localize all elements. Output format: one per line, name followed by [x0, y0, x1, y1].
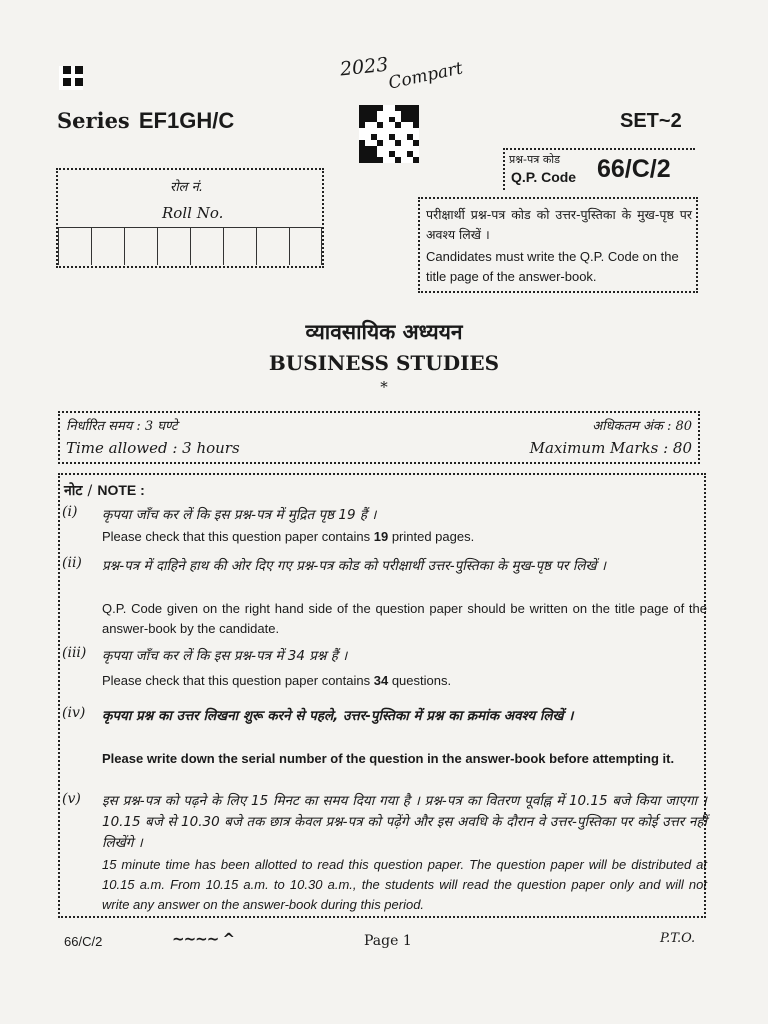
roll-number-cell[interactable] — [256, 227, 289, 265]
roll-number-cell[interactable] — [157, 227, 190, 265]
qr-module — [413, 157, 419, 163]
time-allowed-en: Time allowed : 3 hours — [66, 439, 240, 457]
notes-heading-hi: नोट — [64, 483, 83, 499]
footer-pto: P.T.O. — [660, 931, 696, 946]
title-marker: * — [380, 378, 388, 396]
qp-code-label-hi: प्रश्न-पत्र कोड — [509, 153, 561, 166]
footer-page-number: Page 1 — [364, 933, 412, 949]
note-number: (v) — [62, 791, 81, 807]
qr-module — [79, 86, 83, 90]
footer-code: 66/C/2 — [64, 934, 103, 949]
footer-marks: ~~~~ ^ — [172, 930, 235, 948]
max-marks-hi: अधिकतम अंक : 80 — [592, 419, 692, 434]
roll-number-cell[interactable] — [58, 227, 91, 265]
series-label: Series — [57, 108, 130, 133]
max-marks-en: Maximum Marks : 80 — [529, 439, 692, 457]
series-code: EF1GH/C — [138, 108, 235, 133]
roll-number-cell[interactable] — [91, 227, 124, 265]
qp-code-box — [503, 148, 695, 190]
note-number: (i) — [62, 504, 78, 520]
note-number: (iii) — [62, 645, 87, 661]
qr-code — [359, 105, 419, 163]
note-text-en: Please check that this question paper contains 19 printed pages. — [102, 529, 475, 544]
roll-number-cell[interactable] — [190, 227, 223, 265]
note-text-hi: इस प्रश्न-पत्र को पढ़ने के लिए 15 मिनट का समय दिया गया है । प्रश्न-पत्र का वितरण पूर्वाह्न में 10.15 बजे किया जाएगा । 10.15 बजे से 10.30 बजे तक छात्र केवल प्रश्न-पत्र को पढ़ेंगे और इस अवधि के दौरान वे उत्तर-पुस्तिका पर कोई उत्तर नहीं लिखेंगे । — [102, 793, 707, 851]
note-text-en: Q.P. Code given on the right hand side of the question paper should be written on the title page of the answer-book by the candidate. — [102, 601, 707, 636]
small-qr-code — [59, 66, 83, 90]
qp-code-value: 66/C/2 — [597, 155, 671, 183]
roll-number-label-hi: रोल नं. — [170, 180, 203, 195]
handwritten-year-note: 2023 — [338, 53, 390, 81]
note-text-hi: कृपया जाँच कर लें कि इस प्रश्न-पत्र में मुद्रित पृष्ठ 19 हैं । — [102, 507, 377, 523]
question-count: 34 — [373, 673, 389, 688]
note-text-en: Please write down the serial number of the question in the answer-book before attempting it. — [102, 751, 675, 766]
note-text-hi: कृपया प्रश्न का उत्तर लिखना शुरू करने से पहले, उत्तर-पुस्तिका में प्रश्न का क्रमांक अवश्य लिखें । — [102, 708, 574, 724]
note-text-hi: कृपया जाँच कर लें कि इस प्रश्न-पत्र में 34 प्रश्न हैं । — [102, 648, 348, 664]
note-text-en: 15 minute time has been allotted to read this question paper. The question paper will be distributed at 10.15 a.m. From 10.15 a.m. to 10.30 a.m., the students will read the question paper only and will not write any answer on the answer-book during this period. — [102, 857, 707, 912]
series-block — [57, 108, 234, 134]
qp-code-label-en: Q.P. Code — [511, 169, 577, 185]
roll-number-label-en: Roll No. — [162, 204, 224, 222]
candidate-instruction-hi: परीक्षार्थी प्रश्न-पत्र कोड को उत्तर-पुस्तिका के मुख-पृष्ठ पर अवश्य लिखें । — [426, 207, 692, 242]
roll-number-cell[interactable] — [124, 227, 157, 265]
time-allowed-hi: निर्धारित समय : 3 घण्टे — [66, 419, 178, 434]
notes-heading — [64, 480, 145, 500]
handwritten-compart-note: Compart — [386, 58, 465, 94]
subject-title-hi: व्यावसायिक अध्ययन — [305, 320, 463, 344]
note-number: (iv) — [62, 705, 86, 721]
notes-heading-en: NOTE : — [97, 482, 145, 498]
roll-number-cell[interactable] — [289, 227, 322, 265]
candidate-instruction-en: Candidates must write the Q.P. Code on the title page of the answer-book. — [426, 249, 679, 284]
note-text-hi: प्रश्न-पत्र में दाहिने हाथ की ओर दिए गए प्रश्न-पत्र कोड को परीक्षार्थी उत्तर-पुस्तिका के मुख-पृष्ठ पर लिखें । — [102, 558, 606, 574]
page-count: 19 — [373, 529, 389, 544]
candidate-instruction-box — [418, 197, 698, 293]
note-number: (ii) — [62, 555, 82, 571]
set-label: SET~2 — [620, 110, 682, 132]
subject-title-en: BUSINESS STUDIES — [268, 351, 500, 375]
roll-number-cell[interactable] — [223, 227, 256, 265]
note-text-en: Please check that this question paper contains 34 questions. — [102, 673, 452, 688]
notes-heading-sep: / — [87, 483, 93, 499]
